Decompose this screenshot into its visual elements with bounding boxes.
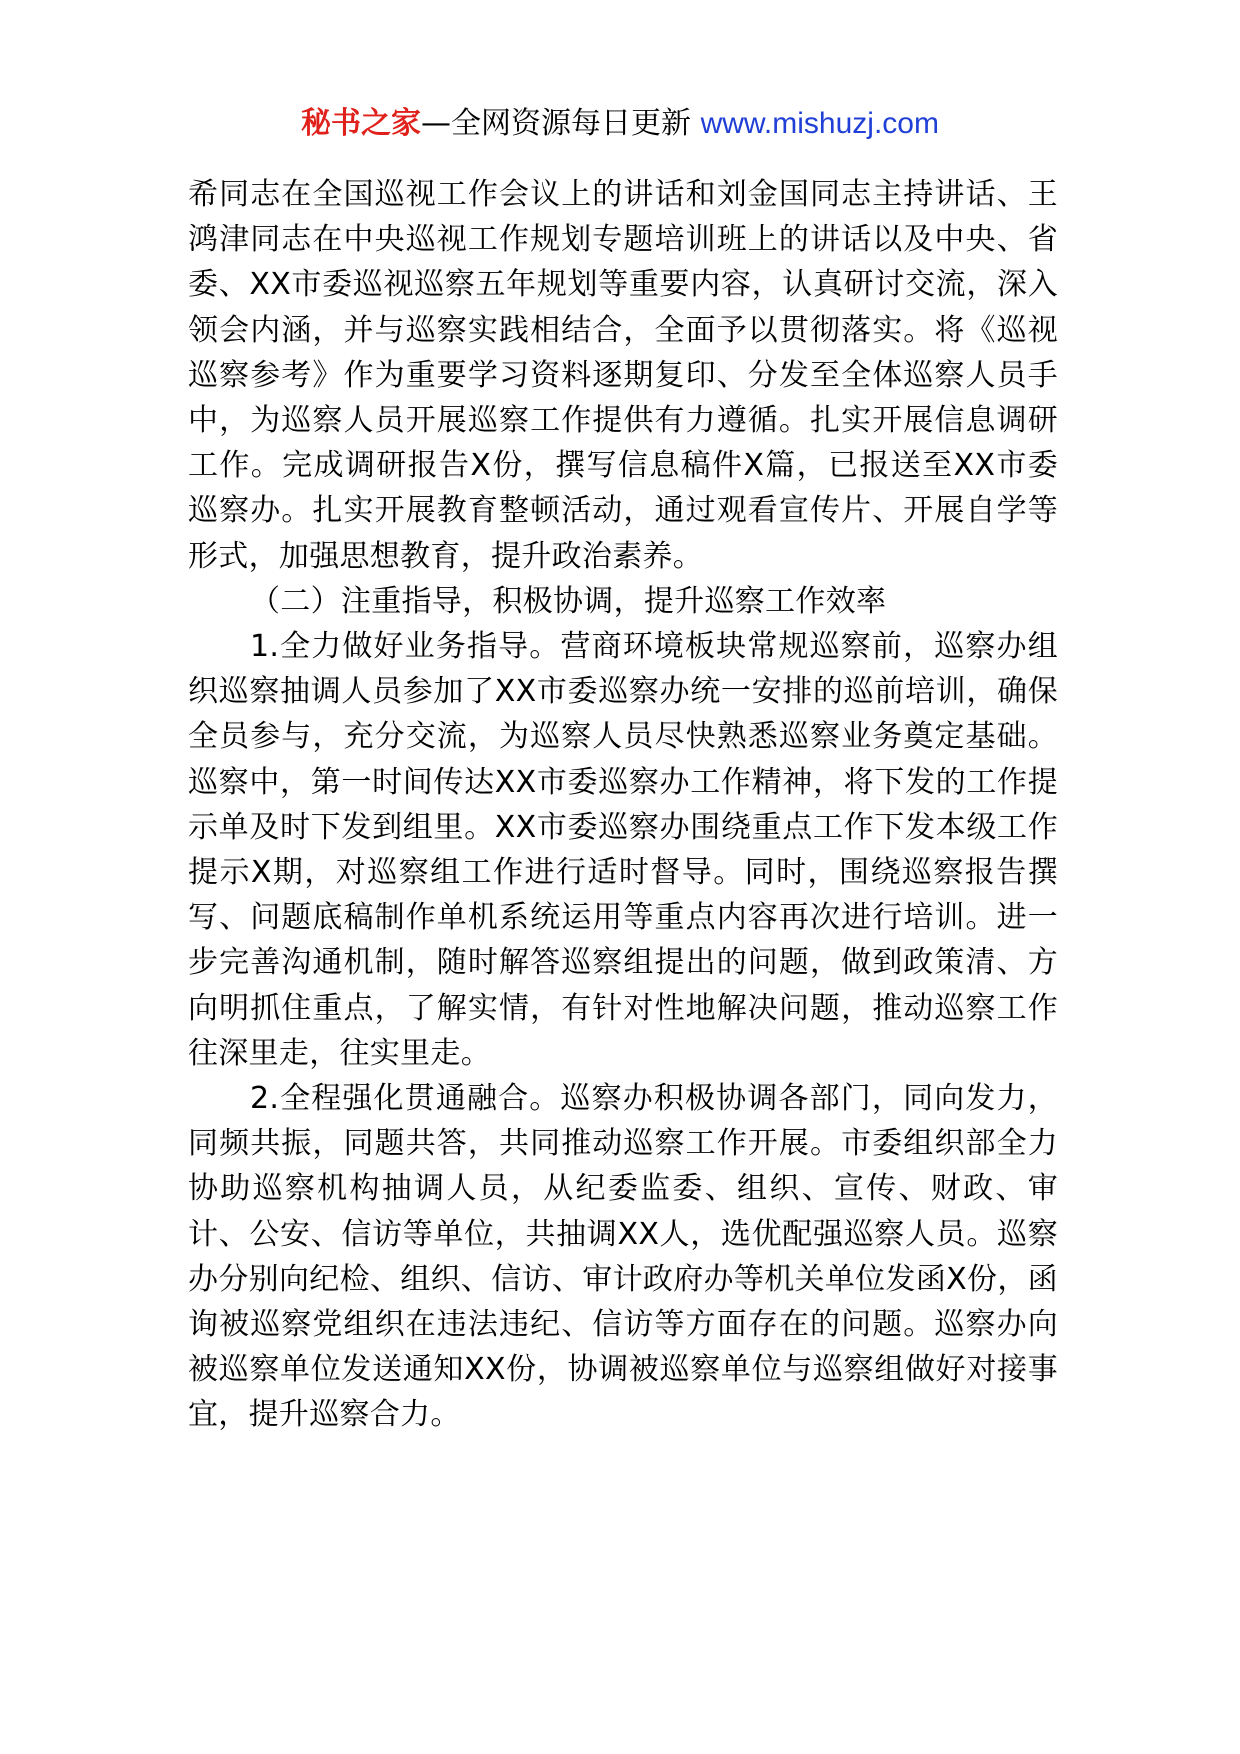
page-header [0,104,1240,144]
site-url-link[interactable]: www.mishuzj.com [700,107,939,140]
document-body [188,172,1058,1438]
paragraph-business-guidance: 1.全力做好业务指导。营商环境板块常规巡察前，巡察办组织巡察抽调人员参加了XX市委巡察办统一安排的巡前培训，确保全员参与，充分交流，为巡察人员尽快熟悉巡察业务奠定基础。巡察中，第一时间传达XX市委巡察办工作精神，将下发的工作提示单及时下发到组里。XX市委巡察办围绕重点工作下发本级工作提示X期，对巡察组工作进行适时督导。同时，围绕巡察报告撰写、问题底稿制作单机系统运用等重点内容再次进行培训。进一步完善沟通机制，随时解答巡察组提出的问题，做到政策清、方向明抓住重点，了解实情，有针对性地解决问题，推动巡察工作往深里走，往实里走。 [188,629,1058,1071]
paragraph-continuation: 希同志在全国巡视工作会议上的讲话和刘金国同志主持讲话、王鸿津同志在中央巡视工作规划专题培训班上的讲话以及中央、省委、XX市委巡视巡察五年规划等重要内容，认真研讨交流，深入领会内涵，并与巡察实践相结合，全面予以贯彻落实。将《巡视巡察参考》作为重要学习资料逐期复印、分发至全体巡察人员手中，为巡察人员开展巡察工作提供有力遵循。扎实开展信息调研工作。完成调研报告X份，撰写信息稿件X篇，已报送至XX市委巡察办。扎实开展教育整顿活动，通过观看宣传片、开展自学等形式，加强思想教育，提升政治素养。 [188,177,1058,574]
paragraph-integration: 2.全程强化贯通融合。巡察办积极协调各部门，同向发力，同频共振，同题共答，共同推动巡察工作开展。市委组织部全力协助巡察机构抽调人员，从纪委监委、组织、宣传、财政、审计、公安、信访等单位，共抽调XX人，选优配强巡察人员。巡察办分别向纪检、组织、信访、审计政府办等机关单位发函X份，函询被巡察党组织在违法违纪、信访等方面存在的问题。巡察办向被巡察单位发送通知XX份，协调被巡察单位与巡察组做好对接事宜，提升巡察合力。 [188,1081,1058,1433]
site-brand: 秘书之家 [301,106,422,141]
site-slogan: —全网资源每日更新 [421,106,692,141]
section-heading: （二）注重指导，积极协调，提升巡察工作效率 [250,583,887,619]
